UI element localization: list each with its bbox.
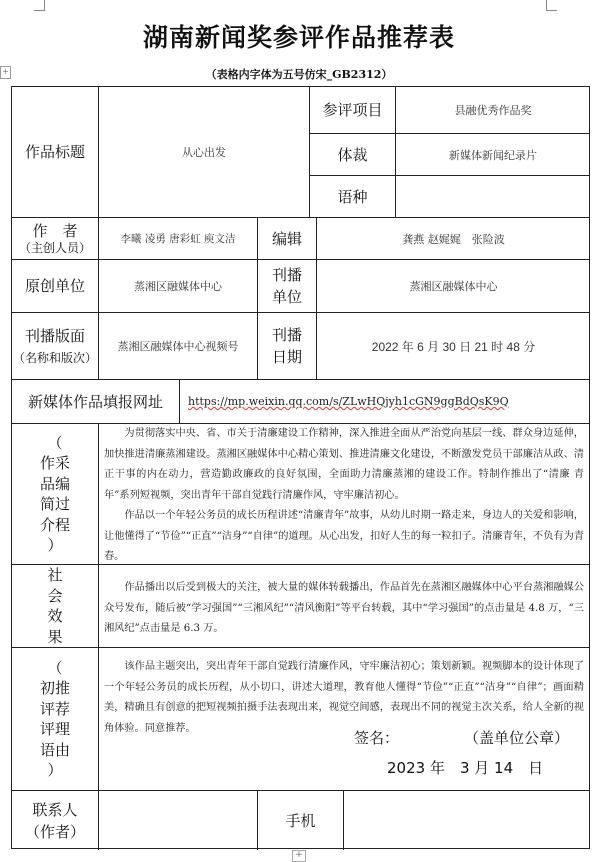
review-date: 2023 年 3 月 14 日 — [387, 759, 544, 777]
category-value[interactable]: 县融优秀作品奖 — [454, 104, 532, 117]
grid-line — [98, 423, 99, 850]
effect-label: 社 会 效 果 — [47, 566, 63, 646]
category-label: 参评项目 — [322, 101, 383, 119]
edition-label-line2: （名称和版次） — [12, 351, 97, 365]
date-label-line1: 刊播 — [271, 326, 302, 344]
crop-mark-top-left — [34, 0, 45, 11]
publisher-value[interactable]: 蒸湘区融媒体中心 — [409, 280, 498, 293]
date-value[interactable]: 2022 年 6 月 30 日 21 时 48 分 — [371, 339, 536, 354]
editor-value[interactable]: 龚燕 赵娓娓 张险波 — [402, 232, 505, 246]
publisher-label — [258, 260, 316, 312]
contact-value[interactable] — [99, 791, 257, 850]
phone-label: 手机 — [285, 811, 316, 830]
work-title-label: 作品标题 — [24, 143, 85, 161]
document-subtitle: （表格内字体为五号仿宋_GB2312） — [205, 68, 393, 81]
process-label: （ 作采 品编 简过 介程 ） — [39, 433, 70, 554]
work-title-value[interactable]: 从心出发 — [182, 146, 226, 159]
edition-value[interactable]: 蒸湘区融媒体中心视频号 — [117, 340, 239, 353]
author-value[interactable]: 李曦 凌勇 唐彩虹 庾文洁 — [120, 233, 236, 245]
origin-label: 原创单位 — [24, 277, 85, 295]
review-label: （ 初推 评荐 评理 语由 ） — [39, 658, 70, 779]
contact-label — [12, 791, 98, 850]
phone-value[interactable] — [344, 791, 590, 850]
url-value[interactable]: https://mp.weixin.qq.com/s/ZLwHQjyh1cGN9ggBdQsK9Q — [188, 395, 509, 408]
language-value[interactable] — [396, 176, 590, 217]
signature-label: 签名： — [354, 729, 400, 747]
author-label-line1: 作 者 — [32, 221, 78, 240]
contact-label-line1: 联系人 — [32, 800, 78, 819]
table-add-row-icon[interactable]: + — [292, 850, 306, 862]
process-paragraph-1: 为贯彻落实中央、省、市关于清廉建设工作精神，深入推进全面从严治党向基层一线、群众身边延伸，加快推进清廉蒸湘建设。蒸湘区融媒体中心精心策划、推进清廉文化建设，不断激发党员干部廉洁从政、清正干事的内在动力，营造勤政廉政的良好氛围，全面助力清廉蒸湘的建设工作。特制作推出了“清廉 青年”系列短视频，突出青年干部自觉践行清廉作风，守牢廉洁初心。 — [104, 428, 584, 501]
author-label — [12, 218, 98, 259]
publisher-label-line1: 刊播 — [271, 266, 302, 284]
publisher-label-line2: 单位 — [271, 288, 302, 306]
contact-label-line2: （作者） — [24, 822, 85, 841]
edition-label-line1: 刊播版面 — [24, 327, 85, 345]
seal-label: （盖单位公章） — [464, 729, 570, 747]
review-text[interactable]: 该作品主题突出，突出青年干部自觉践行清廉作风，守牢廉洁初心；策划新颖。视频脚本的设计体现了一个年轻公务员的成长历程，从小切口，讲述大道理，教育他人懂得“节俭”“正直”“洁身”“自律”；画面精美，精确且有创意的把短视频拍摄手法表现出来，视觉空间感，表现出不同的视觉主次关系，给人全新的视角体验。同意推荐。 — [104, 661, 584, 734]
author-label-line2: （主创人员） — [18, 240, 91, 255]
table-move-handle-icon[interactable]: + — [0, 66, 11, 79]
edition-label — [12, 313, 98, 379]
genre-label: 体裁 — [337, 145, 368, 164]
recommendation-form-table — [11, 86, 590, 849]
origin-value[interactable]: 蒸湘区融媒体中心 — [134, 280, 222, 293]
genre-value[interactable]: 新媒体新闻纪录片 — [449, 148, 537, 162]
effect-text[interactable]: 作品播出以后受到极大的关注，被大量的媒体转载播出，作品首先在蒸湘区融媒体中心平台蒸湘融媒公众号发布，随后被“学习强国”“三湘风纪”“清风衡阳”等平台转载，其中“学习强国”的点击量是 4.8 万，“三湘风纪”点击量是 6.3 万。 — [104, 582, 584, 634]
document-title: 湖南新闻奖参评作品推荐表 — [142, 23, 455, 52]
url-value-cell — [180, 380, 590, 423]
editor-label: 编辑 — [271, 229, 302, 248]
process-paragraph-2: 作品以一个年轻公务员的成长历程讲述“清廉青年”故事，从幼儿时期一路走来，身边人的关爱和影响，让他懂得了“节俭”“正直”“洁身”“自律”的道理。从心出发，扣好人生的每一粒扣子。清廉青年，不负有为青春。 — [104, 510, 584, 562]
url-label: 新媒体作品填报网址 — [27, 392, 163, 411]
crop-mark-top-right — [546, 0, 557, 11]
date-label — [258, 313, 316, 379]
process-text[interactable] — [104, 424, 584, 564]
date-label-line2: 日期 — [271, 348, 302, 366]
language-label: 语种 — [337, 187, 368, 206]
